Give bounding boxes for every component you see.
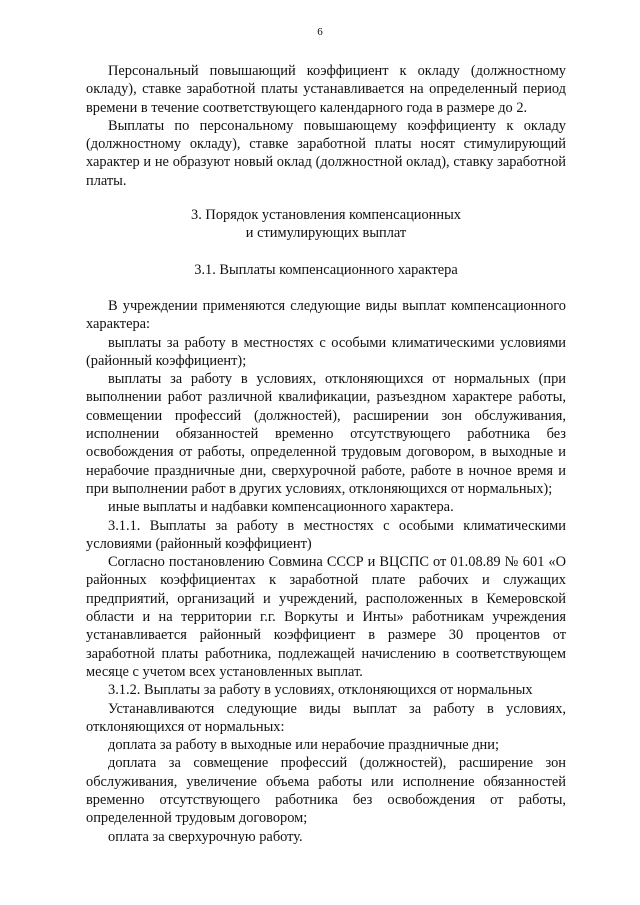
spacer	[86, 190, 566, 206]
paragraph-types-intro: В учреждении применяются следующие виды выплат компенсационного характера:	[86, 297, 566, 333]
section-heading-line-1: 3. Порядок установления компенсационных	[191, 207, 461, 224]
page-number: 6	[317, 26, 323, 38]
paragraph-regional-coefficient: Согласно постановлению Совмина СССР и ВЦСПС от 01.08.89 № 601 «О районных коэффициентах к заработной плате рабочих и служащих предприятий, организаций и учреждений, расположенных в Кемеровской области и на территории г.г. Воркуты и Инты» работникам учреждения устанавливается районный коэффициент в размере 30 процентов от заработной платы работника, подлежащей начислению в соответствующем месяце с учетом всех установленных выплат.	[86, 554, 566, 680]
paragraph-coefficient-payments: Выплаты по персональному повышающему коэффициенту к окладу (должностному окладу), ставке заработной платы носят стимулирующий характер и не образуют новый оклад (должностной оклад), ставку заработной платы.	[86, 117, 566, 189]
section-heading-line-2: и стимулирующих выплат	[245, 225, 407, 242]
spacer	[86, 279, 566, 297]
list-item-climate: выплаты за работу в местностях с особыми климатическими условиями (районный коэффициент);	[86, 334, 566, 369]
document-body	[86, 62, 566, 846]
list-item-weekend-pay: доплата за работу в выходные или нерабочие праздничные дни;	[108, 737, 499, 754]
list-item-abnormal-conditions: выплаты за работу в условиях, отклоняющихся от нормальных (при выполнении работ различной квалификации, разъездном характере работы, совмещении профессий (должностей), расширении зон обслуживания, исполнении обязанностей временно отсутствующего работника без освобождения от работы, определенной трудовым договором, в выходные и нерабочие праздничные дни, сверхурочной работе, работе в ночное время и при выполнении работ в других условиях, отклоняющихся от нормальных);	[86, 371, 566, 497]
spacer	[86, 243, 566, 261]
list-item-other-payments: иные выплаты и надбавки компенсационного характера.	[108, 499, 454, 516]
list-item-combination-pay: доплата за совмещение профессий (должностей), расширение зон обслуживания, увеличение объема работы или исполнение обязанностей временно отсутствующего работника без освобождения от работы, определенной трудовым договором;	[86, 755, 566, 827]
subsection-heading: 3.1. Выплаты компенсационного характера	[194, 261, 458, 278]
clause-3-1-1-title: 3.1.1. Выплаты за работу в местностях с особыми климатическими условиями (районный коэффициент)	[86, 517, 566, 552]
paragraph-established-types: Устанавливаются следующие виды выплат за работу в условиях, отклоняющихся от нормальных:	[86, 700, 566, 735]
list-item-overtime-pay: оплата за сверхурочную работу.	[108, 828, 303, 845]
paragraph-personal-coefficient: Персональный повышающий коэффициент к окладу (должностному окладу), ставке заработной платы устанавливается на определенный период времени в течение соответствующего календарного года в размере до 2.	[86, 63, 566, 116]
clause-3-1-2-title: 3.1.2. Выплаты за работу в условиях, отклоняющихся от нормальных	[108, 682, 533, 699]
